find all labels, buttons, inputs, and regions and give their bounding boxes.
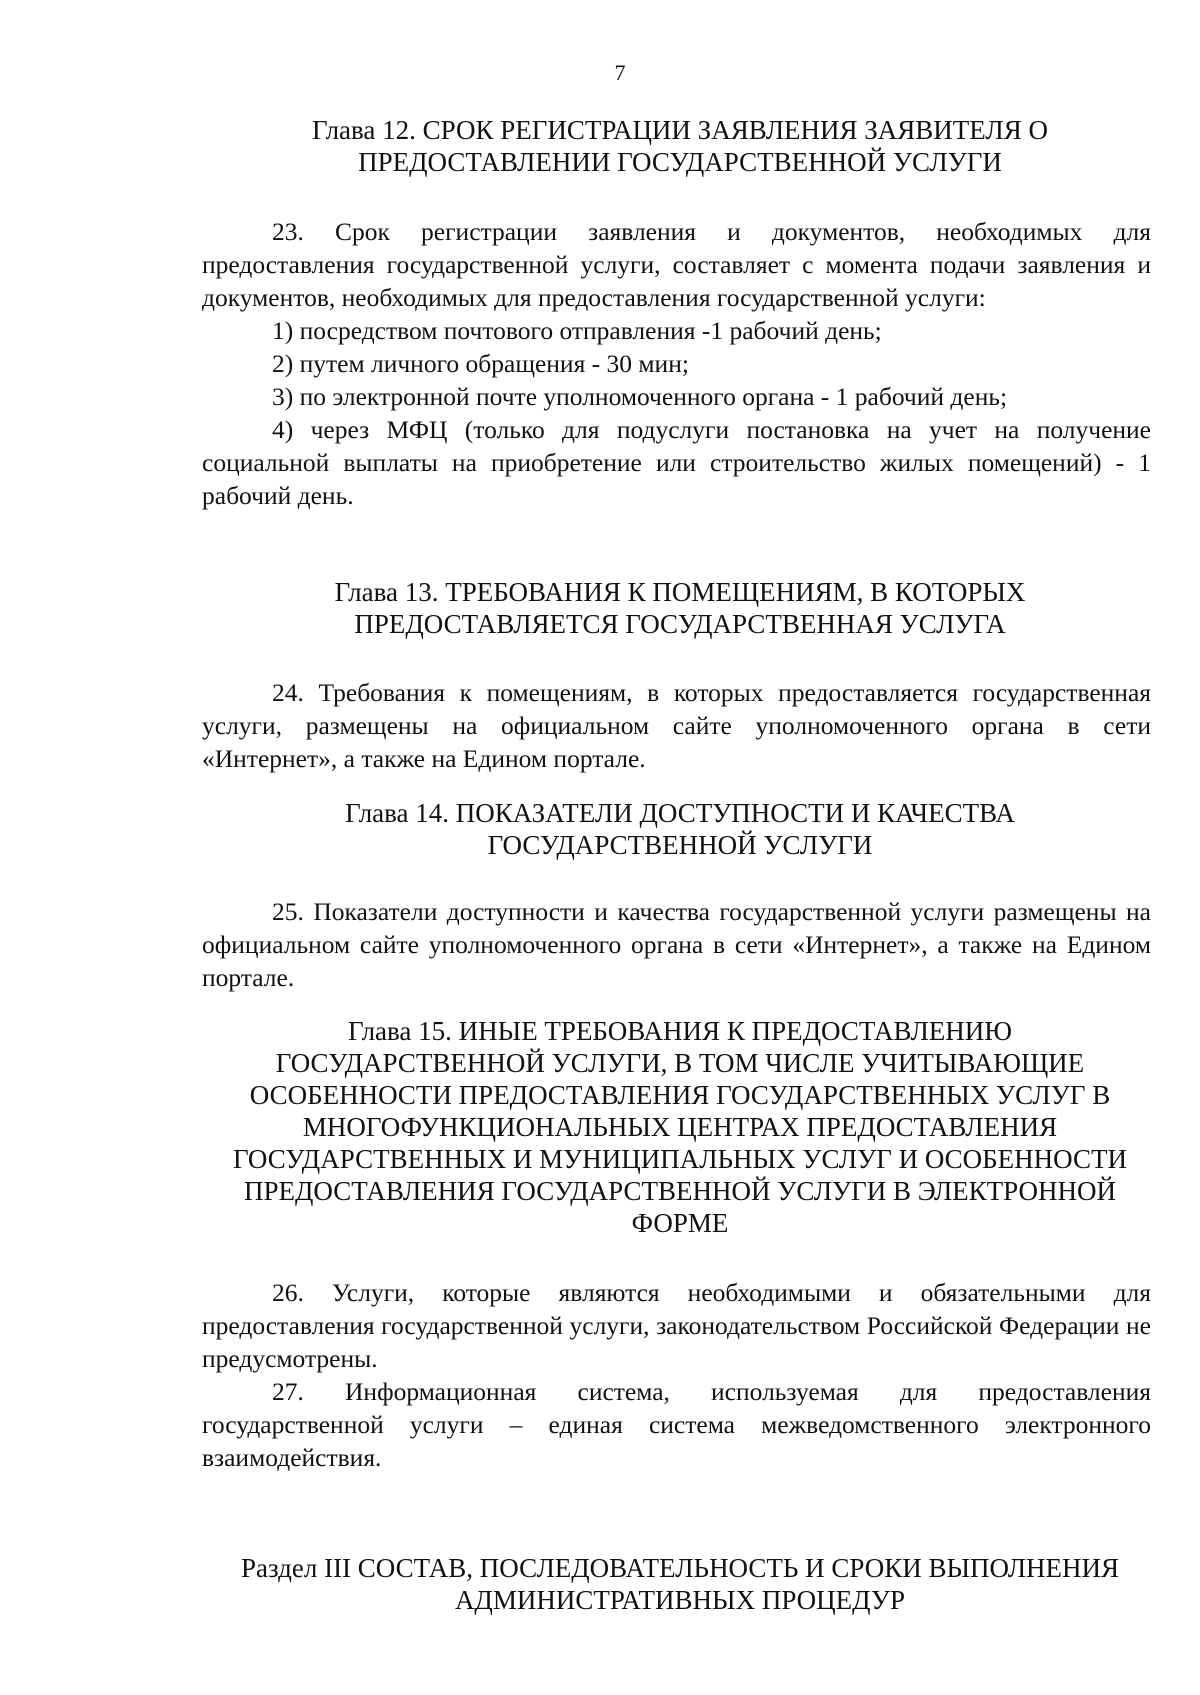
- chapter-12-heading: [195, 114, 1165, 178]
- page-number: 7: [614, 60, 626, 85]
- chapter-13-body: [202, 676, 1151, 775]
- paragraph-27: 27. Информационная система, используемая для предоставления государственной услуги – единая система межведомственного электронного взаимодействия.: [202, 1377, 1151, 1472]
- heading-line: ГОСУДАРСТВЕННОЙ УСЛУГИ, В ТОМ ЧИСЛЕ УЧИТЫВАЮЩИЕ: [275, 1048, 1085, 1078]
- heading-line: АДМИНИСТРАТИВНЫХ ПРОЦЕДУР: [454, 1585, 906, 1615]
- list-item-3: 3) по электронной почте уполномоченного органа - 1 рабочий день;: [272, 382, 1008, 411]
- heading-line: ГОСУДАРСТВЕННЫХ И МУНИЦИПАЛЬНЫХ УСЛУГ И ОСОБЕННОСТИ: [233, 1144, 1127, 1174]
- heading-line: ПРЕДОСТАВЛЕНИЯ ГОСУДАРСТВЕННОЙ УСЛУГИ В ЭЛЕКТРОННОЙ: [243, 1176, 1117, 1206]
- chapter-13-heading: [195, 576, 1165, 640]
- list-item-2: 2) путем личного обращения - 30 мин;: [272, 349, 689, 378]
- list-item-1: 1) посредством почтового отправления -1 рабочий день;: [272, 316, 882, 345]
- heading-line: Глава 12. СРОК РЕГИСТРАЦИИ ЗАЯВЛЕНИЯ ЗАЯВИТЕЛЯ О: [311, 115, 1048, 145]
- heading-line: ФОРМЕ: [631, 1208, 729, 1238]
- heading-line: МНОГОФУНКЦИОНАЛЬНЫХ ЦЕНТРАХ ПРЕДОСТАВЛЕНИЯ: [302, 1112, 1058, 1142]
- chapter-12-body: [202, 215, 1151, 512]
- heading-line: ГОСУДАРСТВЕННОЙ УСЛУГИ: [487, 830, 873, 860]
- paragraph-25: 25. Показатели доступности и качества государственной услуги размещены на официальном сайте уполномоченного органа в сети «Интернет», а также на Едином портале.: [202, 897, 1151, 992]
- chapter-14-body: [202, 895, 1151, 994]
- chapter-15-body: [202, 1276, 1151, 1474]
- heading-line: ПРЕДОСТАВЛЯЕТСЯ ГОСУДАРСТВЕННАЯ УСЛУГА: [354, 609, 1006, 639]
- paragraph-23: 23. Срок регистрации заявления и документов, необходимых для предоставления государственной услуги, составляет с момента подачи заявления и документов, необходимых для предоставления государственной услуги:: [202, 217, 1151, 312]
- heading-line: Раздел III СОСТАВ, ПОСЛЕДОВАТЕЛЬНОСТЬ И СРОКИ ВЫПОЛНЕНИЯ: [240, 1553, 1120, 1583]
- list-item-4: 4) через МФЦ (только для подуслуги постановка на учет на получение социальной выплаты на приобретение или строительство жилых помещений) - 1 рабочий день.: [202, 415, 1151, 510]
- heading-line: Глава 13. ТРЕБОВАНИЯ К ПОМЕЩЕНИЯМ, В КОТОРЫХ: [334, 577, 1026, 607]
- chapter-14-heading: [195, 797, 1165, 861]
- heading-line: ПРЕДОСТАВЛЕНИИ ГОСУДАРСТВЕННОЙ УСЛУГИ: [358, 147, 1002, 177]
- chapter-15-heading: [195, 1015, 1165, 1239]
- section-3-heading: [195, 1552, 1165, 1616]
- heading-line: Глава 14. ПОКАЗАТЕЛИ ДОСТУПНОСТИ И КАЧЕСТВА: [345, 798, 1015, 828]
- heading-line: ОСОБЕННОСТИ ПРЕДОСТАВЛЕНИЯ ГОСУДАРСТВЕННЫХ УСЛУГ В: [249, 1080, 1111, 1110]
- paragraph-26: 26. Услуги, которые являются необходимыми и обязательными для предоставления государственной услуги, законодательством Российской Федерации не предусмотрены.: [202, 1278, 1151, 1373]
- heading-line: Глава 15. ИНЫЕ ТРЕБОВАНИЯ К ПРЕДОСТАВЛЕНИЮ: [347, 1016, 1013, 1046]
- paragraph-24: 24. Требования к помещениям, в которых предоставляется государственная услуги, размещены на официальном сайте уполномоченного органа в сети «Интернет», а также на Едином портале.: [202, 678, 1151, 773]
